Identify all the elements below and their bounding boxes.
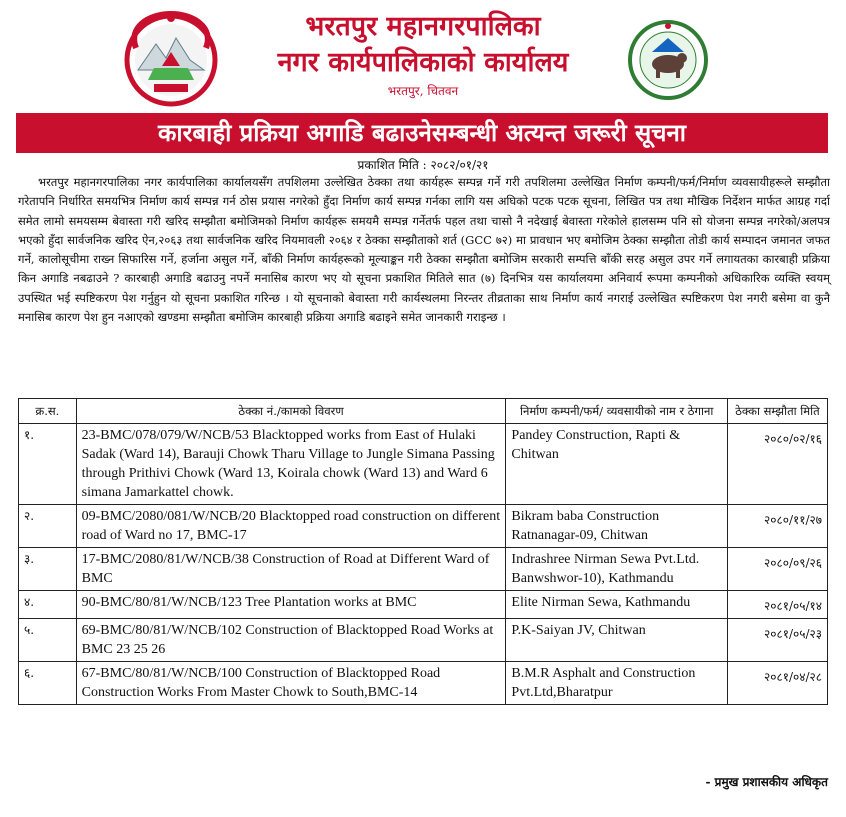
row-firm: Indrashree Nirman Sewa Pvt.Ltd. Banwshwor-10), Kathmandu — [506, 548, 727, 591]
table-header-row — [19, 399, 828, 424]
row-date: २०८१/०४/२८ — [727, 662, 827, 705]
row-sn: ३. — [19, 548, 77, 591]
row-firm: B.M.R Asphalt and Construction Pvt.Ltd,Bharatpur — [506, 662, 727, 705]
row-sn: ४. — [19, 591, 77, 619]
row-sn: ५. — [19, 619, 77, 662]
table-row — [19, 505, 828, 548]
table-row — [19, 591, 828, 619]
row-firm: P.K-Saiyan JV, Chitwan — [506, 619, 727, 662]
row-date: २०८१/०५/२३ — [727, 619, 827, 662]
row-sn: ६. — [19, 662, 77, 705]
signoff: - प्रमुख प्रशासकीय अधिकृत — [705, 775, 828, 789]
row-firm: Bikram baba Construction Ratnanagar-09, Chitwan — [506, 505, 727, 548]
row-date: २०८१/०५/१४ — [727, 591, 827, 619]
row-sn: २. — [19, 505, 77, 548]
table-row — [19, 424, 828, 505]
table-row — [19, 619, 828, 662]
header-firm: निर्माण कम्पनी/फर्म/ व्यवसायीको नाम र ठेगाना — [506, 399, 727, 424]
row-contract: 23-BMC/078/079/W/NCB/53 Blacktopped works from East of Hulaki Sadak (Ward 14), Barauji Chowk Tharu Village to Jungle Simana Passing through Prithivi Chowk (Ward 13, Koirala chowk (Ward 13) and Ward 6 simana Jamarkattel chowk. — [76, 424, 506, 505]
published-date: प्रकाशित मिति : २०८२/०१/२१ — [357, 158, 489, 172]
header-contract: ठेक्का नं./कामको विवरण — [76, 399, 506, 424]
letterhead — [0, 0, 846, 110]
notice-banner: कारबाही प्रक्रिया अगाडि बढाउनेसम्बन्धी अत्यन्त जरूरी सूचना — [16, 113, 828, 153]
table-row — [19, 662, 828, 705]
office-location: भरतपुर, चितवन — [387, 84, 459, 98]
row-firm: Elite Nirman Sewa, Kathmandu — [506, 591, 727, 619]
notice-body: भरतपुर महानगरपालिका नगर कार्यपालिका कार्यालयसँग तपशिलमा उल्लेखित ठेक्का तथा कार्यहरू सम्पन्न गर्ने गरी तपशिलमा उल्लेखित निर्माण कम्पनी/फर्म/निर्माण व्यवसायीहरूले सम्झौता गरेतापनि निर्धारित समयभित्र निर्माण कार्य सम्पन्न गर्न ठोस प्रयास नगरेको हुँदा निर्माण कार्य सम्पन्न गर्नका लागि यस अघिको पटक पटक सूचना, लिखित पत्र तथा मौखिक निर्देशन मार्फत आग्रह गर्दा समेत लामो समयसम्म बेवास्ता गरी खरिद सम्झौता बमोजिमको निर्माण कार्यहरू समयमै सम्पन्न गर्नेतर्फ पहल तथा चासो नै नदेखाई बेवास्ता गरेकोले हालसम्म पनि सो योजना सम्पन्न नगरेको/अलपत्र भएको हुँदा सार्वजनिक खरिद ऐन,२०६३ तथा सार्वजनिक खरिद नियमावली २०६४ र ठेक्का सम्झौताको शर्त (GCC ७२) मा प्रावधान भए बमोजिम ठेक्का सम्झौता तोडी कार्य सम्पादन जमानत जफत गर्ने, कालोसूचीमा राख्न सिफारिस गर्ने, हर्जाना असुल गर्ने, बाँकी निर्माण कार्यहरूको मूल्याङ्कन गरी ठेक्का सम्झौता बमोजिम सरकारी सम्पत्ति बाँकी सरह असुल उपर गर्ने लगायतका कारबाही प्रक्रिया किन अगाडि नबढाउने ? कारबाही अगाडि बढाउनु नपर्ने मनासिब कारण भए यो सूचना प्रकाशित मितिले सात (७) दिनभित्र यस कार्यालयमा अनिवार्य रूपमा कम्पनीको अधिकारिक व्यक्ति स्वयम् उपस्थित भई स्पष्टिकरण पेश गर्नुहुन यो सूचना प्रकाशित गरिन्छ । यो सूचनाको बेवास्ता गरी कार्यस्थलमा निरन्तर तीव्रताका साथ निर्माण कार्य नगराई उल्लेखित स्पष्टिकरण पेश नगरी बसेमा वा कुनै मनासिब कारण पेश हुन नआएको खण्डमा सम्झौता बमोजिम कारबाही प्रक्रिया अगाडि बढाइने समेत जानकारी गराइन्छ । — [18, 175, 830, 325]
row-contract: 90-BMC/80/81/W/NCB/123 Tree Plantation works at BMC — [76, 591, 506, 619]
row-sn: १. — [19, 424, 77, 505]
row-firm: Pandey Construction, Rapti & Chitwan — [506, 424, 727, 505]
row-date: २०८०/०९/२६ — [727, 548, 827, 591]
header-sn: क्र.स. — [19, 399, 77, 424]
row-contract: 17-BMC/2080/81/W/NCB/38 Construction of Road at Different Ward of BMC — [76, 548, 506, 591]
row-date: २०८०/०२/१६ — [727, 424, 827, 505]
header-date: ठेक्का सम्झौता मिति — [727, 399, 827, 424]
org-name: भरतपुर महानगरपालिका — [305, 11, 541, 42]
row-date: २०८०/११/२७ — [727, 505, 827, 548]
row-contract: 69-BMC/80/81/W/NCB/102 Construction of Blacktopped Road Works at BMC 23 25 26 — [76, 619, 506, 662]
row-contract: 67-BMC/80/81/W/NCB/100 Construction of Blacktopped Road Construction Works From Master Chowk to South,BMC-14 — [76, 662, 506, 705]
table-row — [19, 548, 828, 591]
row-contract: 09-BMC/2080/081/W/NCB/20 Blacktopped road construction on different road of Ward no 17, BMC-17 — [76, 505, 506, 548]
contracts-table — [18, 398, 828, 705]
office-name: नगर कार्यपालिकाको कार्यालय — [277, 47, 569, 78]
bharatpur-metropolitan-logo-icon — [626, 18, 710, 102]
